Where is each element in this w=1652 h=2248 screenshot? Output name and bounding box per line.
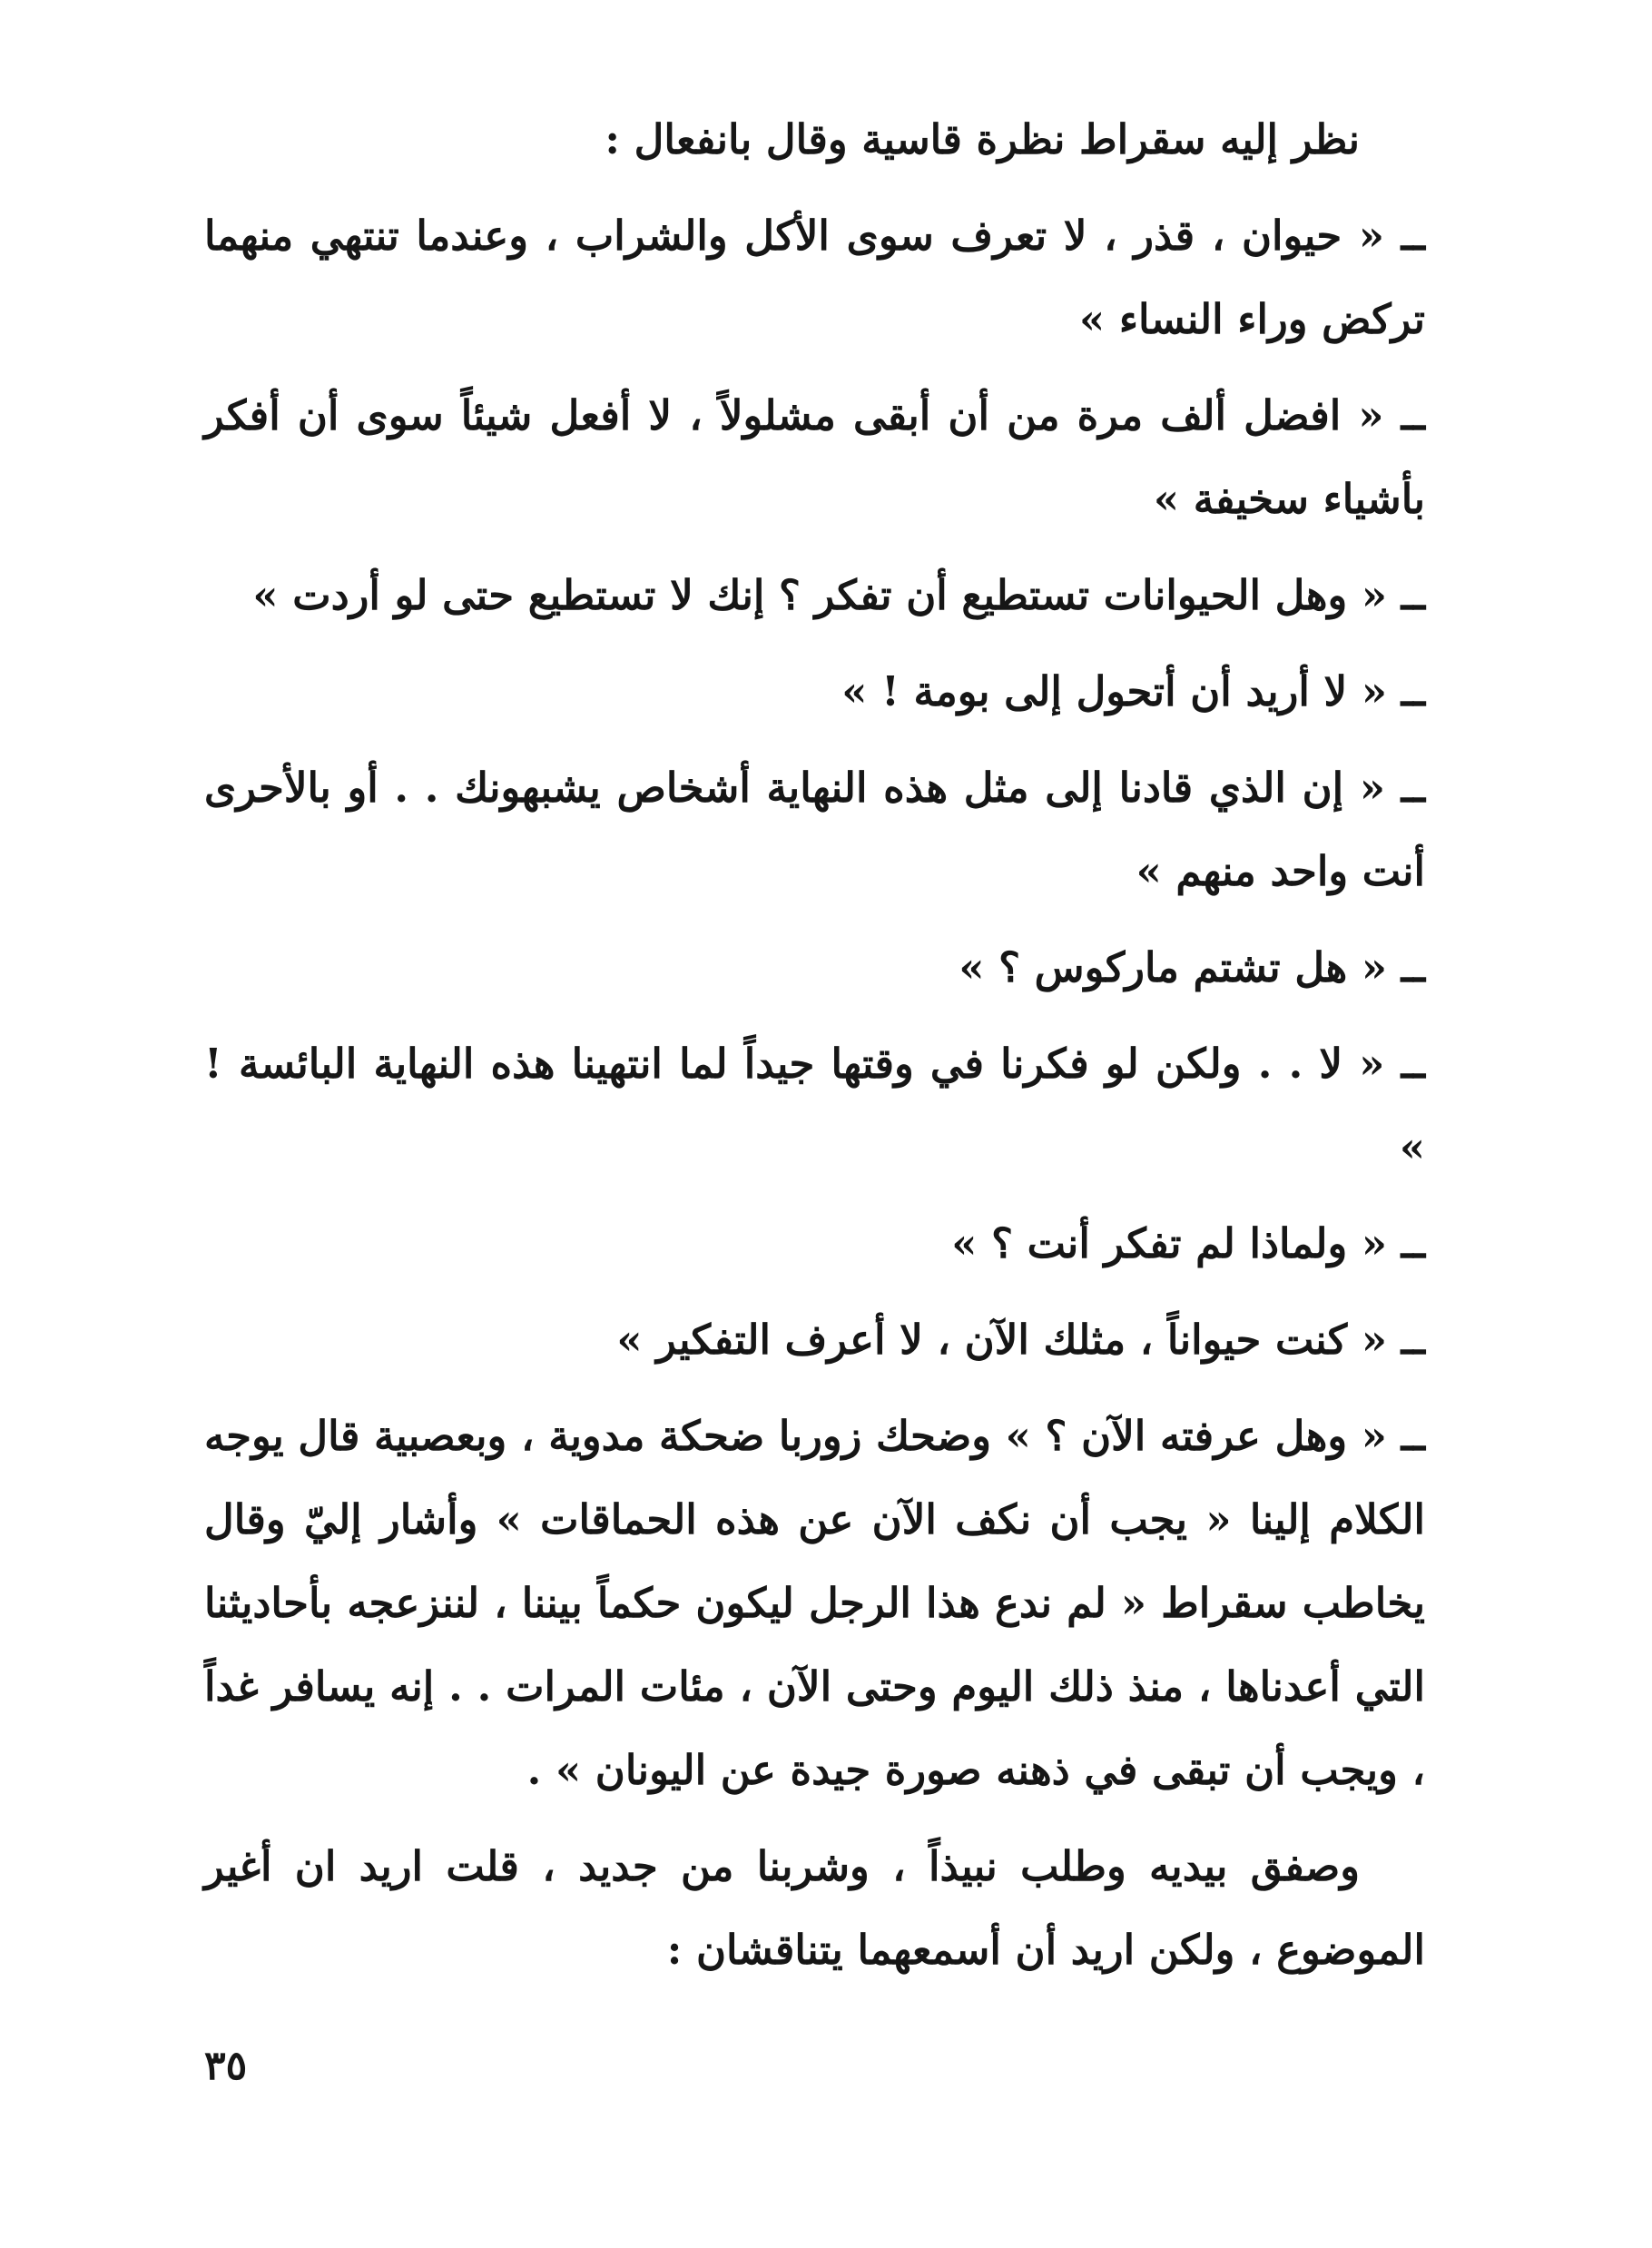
dialogue-line: ــ « لا أريد أن أتحول إلى بومة ! » — [841, 667, 1425, 715]
dialogue-line: ــ « لا . . ولكن لو فكرنا في وقتها جيداً لما انتهينا هذه النهاية البائسة ! » — [204, 1040, 1425, 1171]
dialogue-line: ــ « وهل عرفته الآن ؟ » وضحك زوربا ضحكة مدوية ، وبعصبية قال يوجه الكلام إلينا « يجب أن نكف الآن عن هذه الحماقات » وأشار إليّ وقال يخاطب سقراط « لم ندع هذا الرجل ليكون حكماً بيننا ، لننزعجه بأحاديثنا التي أعدناها ، منذ ذلك اليوم وحتى الآن ، مئات المرات . . إنه يسافر غداً ، ويجب أن تبقى في ذهنه صورة جيدة عن اليونان » . — [204, 1412, 1425, 1794]
dialogue-line: ــ « حيوان ، قذر ، لا تعرف سوى الأكل والشراب ، وعندما تنتهي منهما تركض وراء النساء » — [204, 212, 1425, 343]
dialogue-line: ــ « إن الذي قادنا إلى مثل هذه النهاية أشخاص يشبهونك . . أو بالأحرى أنت واحد منهم » — [204, 764, 1425, 895]
dialogue-line: ــ « ولماذا لم تفكر أنت ؟ » — [951, 1219, 1425, 1267]
dialogue-line: ــ « هل تشتم ماركوس ؟ » — [959, 943, 1425, 991]
page-body-text — [204, 98, 1425, 2005]
paragraph-intro: نظر إليه سقراط نظرة قاسية وقال بانفعال : — [605, 115, 1360, 163]
dialogue-line: ــ « وهل الحيوانات تستطيع أن تفكر ؟ إنك لا تستطيع حتى لو أردت » — [252, 571, 1425, 619]
page-number: ٣٥ — [204, 2043, 248, 2089]
dialogue-line: ــ « افضل ألف مرة من أن أبقى مشلولاً ، لا أفعل شيئاً سوى أن أفكر بأشياء سخيفة » — [204, 391, 1425, 523]
paragraph-closing: وصفق بيديه وطلب نبيذاً ، وشربنا من جديد ، قلت اريد ان أغير الموضوع ، ولكن اريد أن أسمعهما يتناقشان : — [204, 1842, 1425, 1974]
dialogue-line: ــ « كنت حيواناً ، مثلك الآن ، لا أعرف التفكير » — [616, 1316, 1425, 1364]
